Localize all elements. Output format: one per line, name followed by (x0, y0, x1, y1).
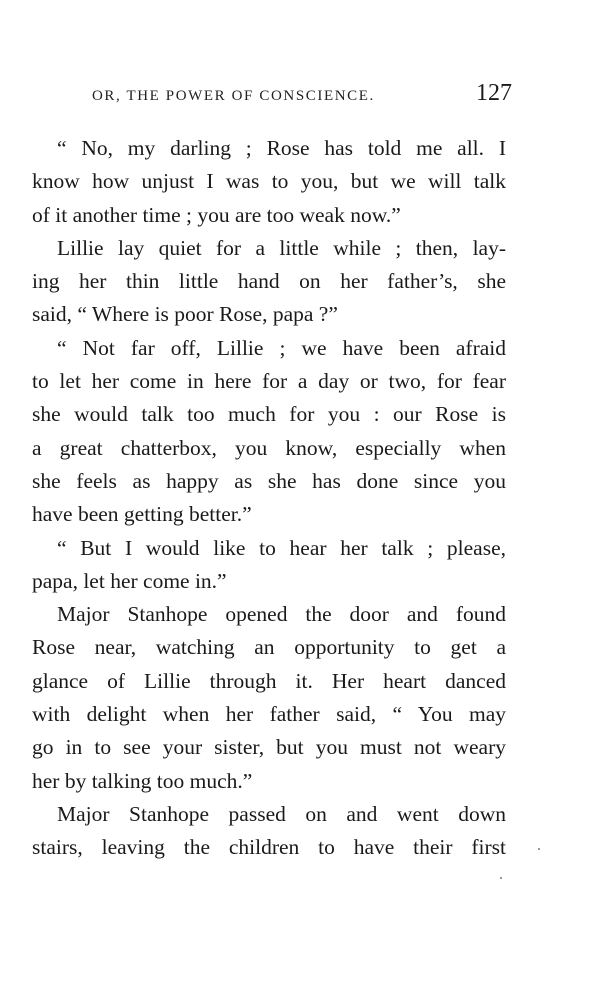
text-line: she would talk too much for you : our Rose is (32, 402, 506, 427)
text-line: Rose near, watching an opportunity to get a (32, 635, 506, 660)
text-line: go in to see your sister, but you must not weary (32, 735, 506, 760)
text-line: stairs, leaving the children to have their first (32, 835, 506, 860)
body-text (32, 132, 506, 865)
text-line: Major Stanhope opened the door and found (57, 602, 506, 627)
text-line: to let her come in here for a day or two, for fear (32, 369, 506, 394)
text-line: said, “ Where is poor Rose, papa ?” (32, 302, 338, 327)
text-line: papa, let her come in.” (32, 568, 227, 593)
text-line: a great chatterbox, you know, especially when (32, 435, 506, 460)
text-line: “ But I would like to hear her talk ; please, (57, 535, 506, 560)
text-line: have been getting better.” (32, 502, 252, 527)
print-speck (500, 877, 502, 879)
text-line: Major Stanhope passed on and went down (57, 801, 506, 826)
text-line: “ Not far off, Lillie ; we have been afraid (57, 335, 506, 360)
text-line: “ No, my darling ; Rose has told me all. I (57, 136, 506, 160)
text-line: know how unjust I was to you, but we will talk (32, 169, 506, 194)
text-line: of it another time ; you are too weak now.” (32, 202, 401, 227)
running-head: OR, THE POWER OF CONSCIENCE. (92, 88, 375, 104)
text-line: her by talking too much.” (32, 768, 253, 793)
page-header (32, 80, 512, 110)
text-line: ing her thin little hand on her father’s, she (32, 269, 506, 294)
text-line: with delight when her father said, “ You may (32, 702, 506, 727)
page-number: 127 (476, 80, 512, 106)
text-line: she feels as happy as she has done since you (32, 468, 506, 493)
text-line: glance of Lillie through it. Her heart danced (32, 668, 506, 693)
print-speck (538, 848, 540, 850)
text-line: Lillie lay quiet for a little while ; then, lay- (57, 235, 506, 260)
